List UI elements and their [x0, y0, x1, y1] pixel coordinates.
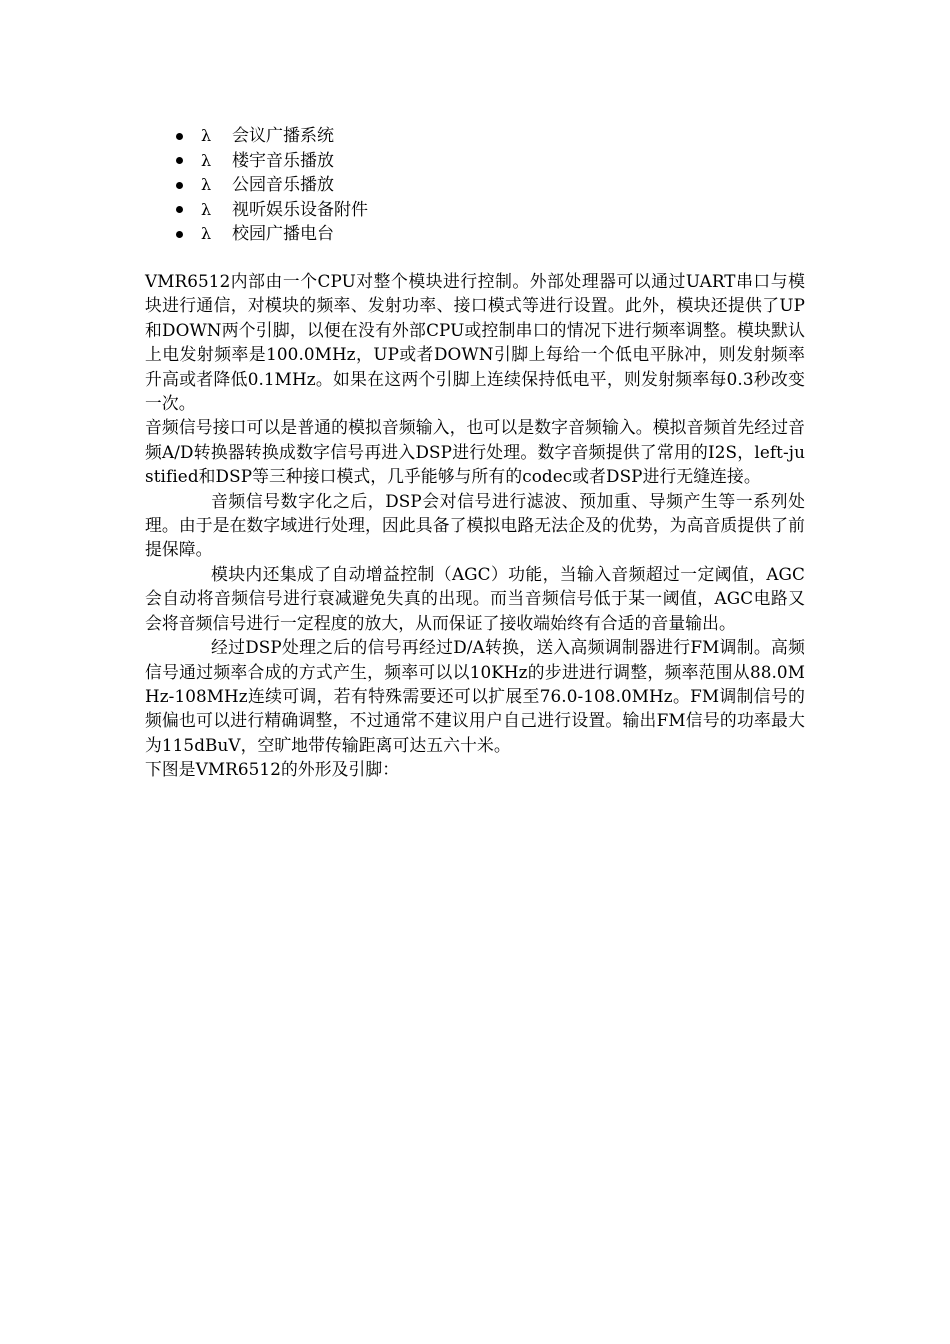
- bullet-dot-icon: [176, 157, 183, 164]
- lambda-marker: λ: [201, 175, 212, 194]
- lambda-marker: λ: [201, 126, 212, 145]
- body-text: [145, 269, 805, 782]
- bullet-dot-icon: [176, 231, 183, 238]
- paragraph-agc: 模块内还集成了自动增益控制（AGC）功能，当输入音频超过一定阈值，AGC会自动将音频信号进行衰减避免失真的出现。而当音频信号低于某一阈值，AGC电路又会将音频信号进行一定程度的放大，从而保证了接收端始终有合适的音量输出。: [145, 563, 805, 633]
- bullet-dot-icon: [176, 133, 183, 140]
- list-item-text: 会议广播系统: [232, 126, 334, 146]
- list-item: [176, 198, 368, 223]
- list-item-text: 视听娱乐设备附件: [232, 199, 368, 220]
- bullet-dot-icon: [176, 182, 183, 189]
- paragraph-audio-interface: 音频信号接口可以是普通的模拟音频输入，也可以是数字音频输入。模拟音频首先经过音频A/D转换器转换成数字信号再进入DSP进行处理。数字音频提供了常用的I2S，left-justified和DSP等三种接口模式，几乎能够与所有的codec或者DSP进行无缝连接。: [145, 417, 805, 487]
- lambda-marker: λ: [201, 150, 212, 170]
- paragraph-figure-intro: 下图是VMR6512的外形及引脚：: [145, 759, 400, 780]
- application-list: [176, 124, 368, 247]
- list-item: [176, 124, 368, 149]
- list-item: [176, 173, 368, 198]
- list-item: [176, 222, 368, 247]
- list-item-text: 公园音乐播放: [232, 175, 334, 195]
- lambda-marker: λ: [201, 199, 212, 219]
- lambda-marker: λ: [201, 224, 212, 243]
- paragraph-cpu-control: VMR6512内部由一个CPU对整个模块进行控制。外部处理器可以通过UART串口与模块进行通信，对模块的频率、发射功率、接口模式等进行设置。此外，模块还提供了UP和DOWN两个引脚，以便在没有外部CPU或控制串口的情况下进行频率调整。模块默认上电发射频率是100.0MHz，UP或者DOWN引脚上每给一个低电平脉冲，则发射频率升高或者降低0.1MHz。如果在这两个引脚上连续保持低电平，则发射频率每0.3秒改变一次。: [145, 271, 805, 414]
- list-item: [176, 149, 368, 174]
- bullet-dot-icon: [176, 206, 183, 213]
- paragraph-fm-modulation: 经过DSP处理之后的信号再经过D/A转换，送入高频调制器进行FM调制。高频信号通过频率合成的方式产生，频率可以以10KHz的步进进行调整，频率范围从88.0MHz-108MHz连续可调，若有特殊需要还可以扩展至76.0-108.0MHz。FM调制信号的频偏也可以进行精确调整，不过通常不建议用户自己进行设置。输出FM信号的功率最大为115dBuV，空旷地带传输距离可达五六十米。: [145, 637, 805, 755]
- list-item-text: 校园广播电台: [232, 224, 334, 244]
- paragraph-dsp-processing: 音频信号数字化之后，DSP会对信号进行滤波、预加重、导频产生等一系列处理。由于是在数字域进行处理，因此具备了模拟电路无法企及的优势，为高音质提供了前提保障。: [145, 490, 805, 560]
- list-item-text: 楼宇音乐播放: [232, 150, 334, 171]
